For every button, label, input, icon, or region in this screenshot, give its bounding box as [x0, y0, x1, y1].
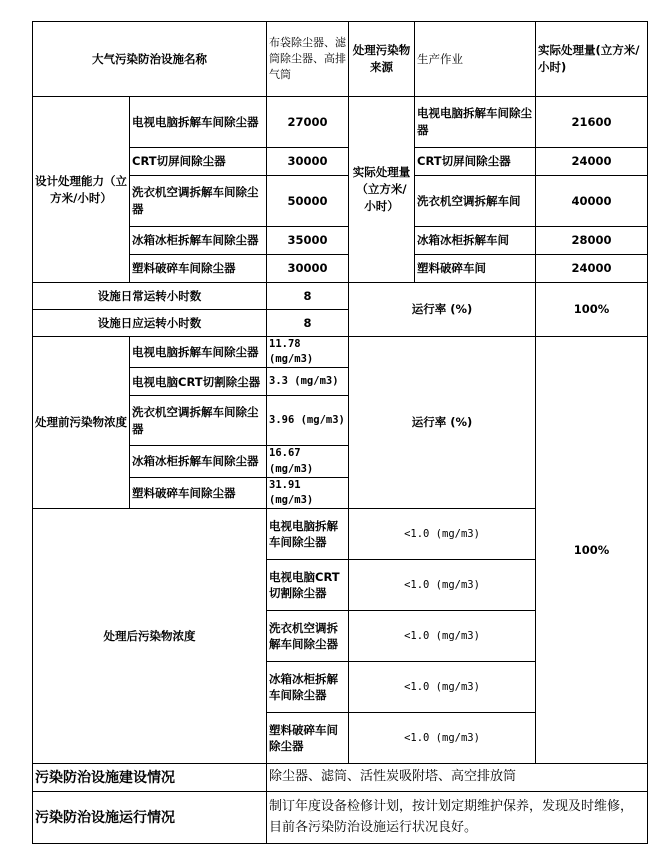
pre-facility-name: 电视电脑CRT切割除尘器 [130, 368, 267, 396]
design-capacity-value: 35000 [267, 227, 349, 255]
design-facility-name: 洗衣机空调拆解车间除尘器 [130, 176, 267, 227]
actual-facility-name: 电视电脑拆解车间除尘器 [415, 97, 536, 148]
pre-treatment-label: 处理前污染物浓度 [33, 337, 130, 509]
running-value: 制订年度设备检修计划，按计划定期维护保养，发现及时维修，目前各污染防治设施运行状况良好。 [267, 792, 648, 844]
design-facility-name: 冰箱冰柜拆解车间除尘器 [130, 227, 267, 255]
post-facility-name: 电视电脑拆解车间除尘器 [267, 509, 349, 560]
post-concentration-value: <1.0 (mg/m3) [349, 560, 536, 611]
pre-rate-label: 运行率 (%) [349, 337, 536, 509]
post-concentration-value: <1.0 (mg/m3) [349, 509, 536, 560]
construction-value: 除尘器、滤筒、活性炭吸附塔、高空排放筒 [267, 764, 648, 792]
operation-rate-label: 运行率 (%) [349, 283, 536, 337]
post-concentration-value: <1.0 (mg/m3) [349, 662, 536, 713]
facility-name-label: 大气污染防治设施名称 [33, 22, 267, 97]
post-concentration-value: <1.0 (mg/m3) [349, 713, 536, 764]
post-facility-name: 冰箱冰柜拆解车间除尘器 [267, 662, 349, 713]
actual-capacity-value: 21600 [536, 97, 648, 148]
design-facility-name: 电视电脑拆解车间除尘器 [130, 97, 267, 148]
pre-facility-name: 塑料破碎车间除尘器 [130, 477, 267, 508]
design-facility-name: CRT切屏间除尘器 [130, 148, 267, 176]
pre-facility-name: 电视电脑拆解车间除尘器 [130, 337, 267, 368]
pollution-facility-table [32, 21, 648, 844]
post-treatment-label: 处理后污染物浓度 [33, 509, 267, 764]
pre-concentration-value: 31.91 (mg/m3) [267, 477, 349, 508]
required-hours-label: 设施日应运转小时数 [33, 310, 267, 337]
actual-group-label: 实际处理量（立方米/小时） [349, 97, 415, 283]
pre-concentration-value: 16.67 (mg/m3) [267, 446, 349, 477]
design-capacity-value: 30000 [267, 255, 349, 283]
pollutant-source-label: 处理污染物来源 [349, 22, 415, 97]
pre-facility-name: 冰箱冰柜拆解车间除尘器 [130, 446, 267, 477]
design-capacity-value: 27000 [267, 97, 349, 148]
post-concentration-value: <1.0 (mg/m3) [349, 611, 536, 662]
actual-facility-name: CRT切屏间除尘器 [415, 148, 536, 176]
actual-facility-name: 塑料破碎车间 [415, 255, 536, 283]
actual-capacity-value: 40000 [536, 176, 648, 227]
pre-concentration-value: 11.78 (mg/m3) [267, 337, 349, 368]
actual-capacity-value: 24000 [536, 255, 648, 283]
design-capacity-label: 设计处理能力（立方米/小时） [33, 97, 130, 283]
required-hours-value: 8 [267, 310, 349, 337]
actual-capacity-value: 28000 [536, 227, 648, 255]
operation-rate-value: 100% [536, 283, 648, 337]
normal-hours-value: 8 [267, 283, 349, 310]
running-label: 污染防治设施运行情况 [33, 792, 267, 844]
actual-facility-name: 冰箱冰柜拆解车间 [415, 227, 536, 255]
post-facility-name: 洗衣机空调拆解车间除尘器 [267, 611, 349, 662]
construction-label: 污染防治设施建设情况 [33, 764, 267, 792]
pre-concentration-value: 3.3 (mg/m3) [267, 368, 349, 396]
design-facility-name: 塑料破碎车间除尘器 [130, 255, 267, 283]
facility-types: 布袋除尘器、滤筒除尘器、高排气筒 [267, 22, 349, 97]
design-capacity-value: 50000 [267, 176, 349, 227]
actual-capacity-label: 实际处理量(立方米/小时) [536, 22, 648, 97]
normal-hours-label: 设施日常运转小时数 [33, 283, 267, 310]
actual-facility-name: 洗衣机空调拆解车间 [415, 176, 536, 227]
pre-facility-name: 洗衣机空调拆解车间除尘器 [130, 396, 267, 446]
post-facility-name: 塑料破碎车间除尘器 [267, 713, 349, 764]
pre-concentration-value: 3.96 (mg/m3) [267, 396, 349, 446]
actual-capacity-value: 24000 [536, 148, 648, 176]
overall-rate-value: 100% [536, 337, 648, 764]
post-facility-name: 电视电脑CRT切割除尘器 [267, 560, 349, 611]
pollutant-source-value: 生产作业 [415, 22, 536, 97]
design-capacity-value: 30000 [267, 148, 349, 176]
